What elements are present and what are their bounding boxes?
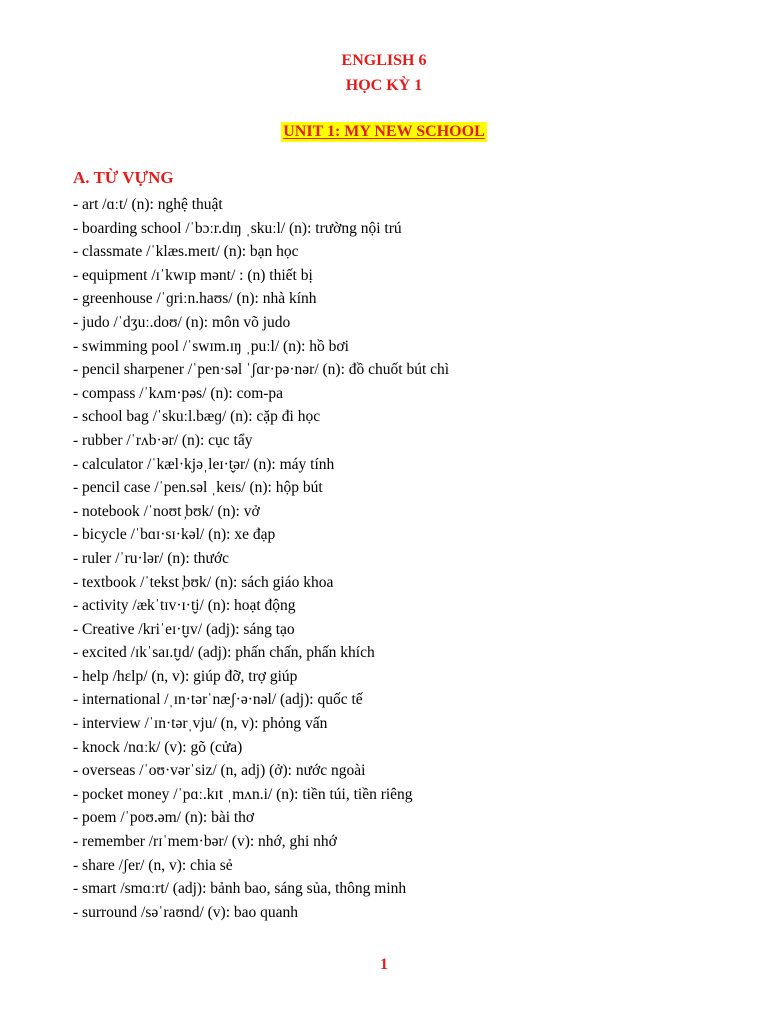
vocab-item: - knock /nɑːk/ (v): gõ (cửa) [73,738,243,756]
vocab-item: - compass /ˈkʌm·pəs/ (n): com-pa [73,384,284,402]
document-subtitle: HỌC KỲ 1 [345,77,423,94]
vocab-item: - notebook /ˈnoʊt ̦bʊk/ (n): vở [73,502,260,520]
vocab-item: - school bag /ˈskuːl.bæɡ/ (n): cặp đi học [73,408,321,426]
vocab-item: - boarding school /ˈbɔːr.dɪŋ ˌskuːl/ (n): trường nội trú [73,219,402,237]
vocab-item: - classmate /ˈklæs.meɪt/ (n): bạn học [73,243,299,261]
vocab-item: - pencil sharpener /ˈpen·səl ˈʃɑr·pə·nər/ (n): đồ chuốt bút chì [73,361,450,379]
section-heading: A. TỪ VỰNG [73,168,174,187]
vocab-item: - interview /ˈɪn·tərˌvju/ (n, v): phỏng vấn [73,715,328,733]
vocab-item: - art /ɑːt/ (n): nghệ thuật [73,196,223,213]
unit-title-wrapper [0,122,768,142]
vocab-item: - ruler /ˈru·lər/ (n): thước [73,549,230,567]
vocab-item: - excited /ɪkˈsaɪ.t̬ɪd/ (adj): phấn chấn, phấn khích [73,644,375,662]
unit-title: UNIT 1: MY NEW SCHOOL [283,123,485,140]
document-title: ENGLISH 6 [341,52,427,69]
vocab-item: - judo /ˈdʒuː.doʊ/ (n): môn võ judo [73,313,291,331]
vocab-item: - textbook /ˈtekst ̦bʊk/ (n): sách giáo khoa [73,573,334,591]
vocab-item: - share /ʃer/ (n, v): chia sẻ [73,856,233,874]
vocab-item: - calculator /ˈkæl·kjəˌleɪ·t̬ər/ (n): máy tính [73,455,335,473]
vocab-item: - greenhouse /ˈɡriːn.haʊs/ (n): nhà kính [73,290,317,308]
vocab-item: - equipment /ɪˈkwɪp mənt/ : (n) thiết bị [73,266,313,284]
page-number: 1 [380,956,388,973]
vocab-item: - swimming pool /ˈswɪm.ɪŋ ˌpuːl/ (n): hồ bơi [73,337,349,355]
vocab-item: - rubber /ˈrʌb·ər/ (n): cục tẩy [73,431,253,449]
vocab-item: - pencil case /ˈpen.səl ˌkeɪs/ (n): hộp bút [73,479,323,497]
vocab-item: - surround /səˈraʊnd/ (v): bao quanh [73,903,299,921]
vocab-item: - overseas /ˈoʊ·vərˈsiz/ (n, adj) (ở): nước ngoài [73,762,366,780]
vocab-item: - help /hɛlp/ (n, v): giúp đỡ, trợ giúp [73,667,298,685]
vocab-item: - bicycle /ˈbɑɪ·sɪ·kəl/ (n): xe đạp [73,526,276,544]
vocabulary-list [73,193,733,924]
vocab-item: - pocket money /ˈpɑː.kɪt ˌmʌn.i/ (n): tiền túi, tiền riêng [73,785,413,803]
vocab-item: - remember /rɪˈmem·bər/ (v): nhớ, ghi nhớ [73,833,337,851]
vocab-item: - international /ˌɪn·tərˈnæʃ·ə·nəl/ (adj): quốc tế [73,691,363,709]
vocab-item: - smart /smɑːrt/ (adj): bảnh bao, sáng sủa, thông minh [73,880,407,898]
vocab-item: - Creative /kriˈeɪ·t̬ɪv/ (adj): sáng tạo [73,620,295,638]
vocab-item: - activity /ækˈtɪv·ɪ·t̬i/ (n): hoạt động [73,597,296,615]
vocab-item: - poem /ˈpoʊ.əm/ (n): bài thơ [73,809,255,827]
